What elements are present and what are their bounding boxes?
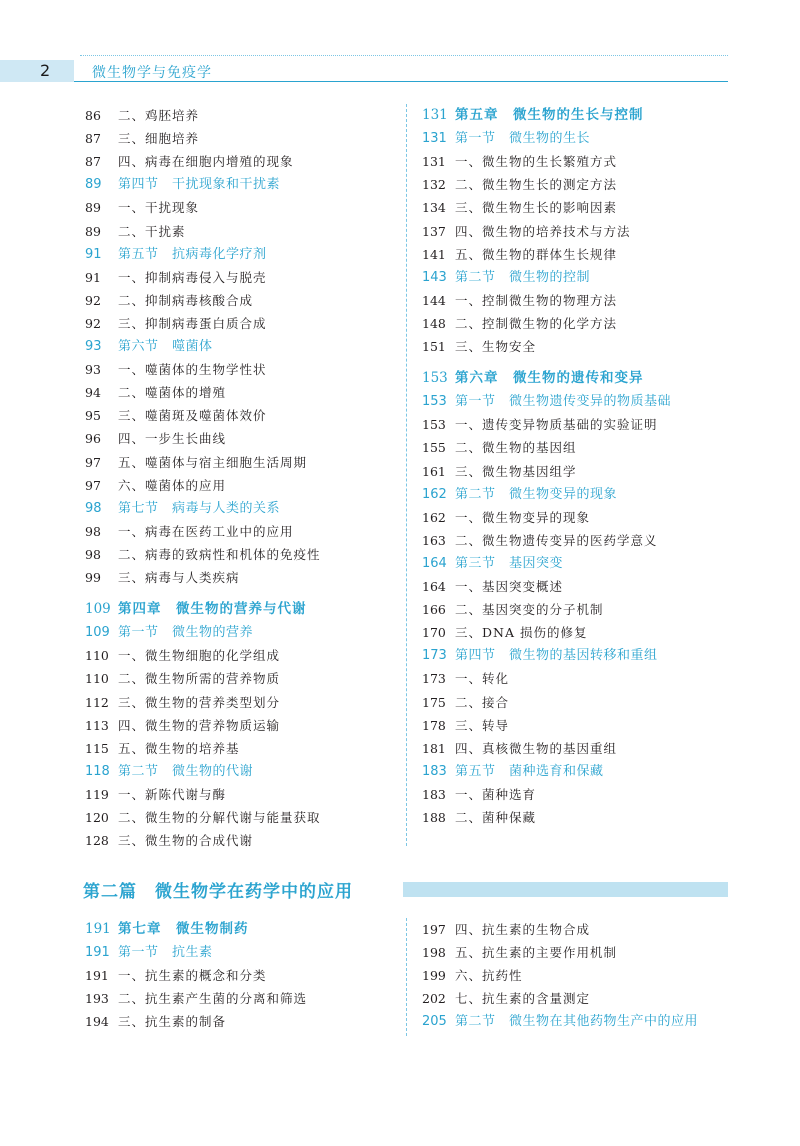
toc-page-number: 193	[85, 991, 109, 1007]
toc-entry-title: 二、微生物的基因组	[455, 440, 577, 456]
toc-entry-title: 五、微生物的群体生长规律	[455, 246, 618, 262]
toc-page-number: 183	[422, 786, 446, 802]
toc-entry-title: 五、抗生素的主要作用机制	[455, 945, 618, 961]
page-header	[0, 52, 730, 82]
toc-entry-title: 二、菌种保藏	[455, 810, 537, 825]
header-dotted-rule	[80, 55, 728, 56]
toc-page-number: 153	[422, 370, 448, 387]
toc-entry-title: 三、病毒与人类疾病	[118, 570, 240, 585]
toc-page-number: 87	[85, 131, 101, 147]
toc-entry-title: 五、微生物的培养基	[118, 740, 240, 756]
toc-page-number: 109	[85, 601, 111, 618]
toc-page-number: 132	[422, 177, 446, 193]
toc-entry-title: 一、噬菌体的生物学性状	[118, 362, 267, 378]
toc-entry-title: 第三节 基因突变	[455, 555, 564, 571]
toc-page-number: 97	[85, 477, 101, 493]
toc-entry-title: 第一节 微生物的生长	[455, 131, 591, 147]
toc-entry-title: 一、遗传变异物质基础的实验证明	[455, 417, 658, 433]
toc-page-number: 120	[85, 810, 109, 825]
toc-page-number: 131	[422, 131, 447, 147]
toc-entry-title: 三、细胞培养	[118, 131, 200, 147]
toc-page-number: 143	[422, 269, 447, 285]
toc-entry-title: 第二节 微生物的控制	[455, 269, 591, 285]
toc-page-number: 92	[85, 315, 101, 331]
toc-page-number: 112	[85, 694, 109, 710]
toc-page-number: 181	[422, 740, 446, 756]
toc-page-number: 141	[422, 246, 446, 262]
toc-page-number: 173	[422, 648, 447, 664]
toc-page-number: 163	[422, 532, 446, 548]
toc-page-number: 89	[85, 177, 102, 193]
toc-page-number: 162	[422, 509, 446, 525]
toc-entry-title: 第四节 微生物的基因转移和重组	[455, 648, 658, 664]
toc-page-number: 98	[85, 523, 101, 539]
toc-column-left	[85, 104, 395, 864]
toc-entry-title: 第六章 微生物的遗传和变异	[455, 370, 644, 387]
toc-entry-title: 四、微生物的营养物质运输	[118, 717, 281, 733]
running-title: 微生物学与免疫学	[92, 65, 212, 81]
page-number: 2	[40, 61, 51, 80]
toc-entry-title: 三、微生物基因组学	[455, 463, 577, 479]
toc-entry-title: 二、微生物遗传变异的医药学意义	[455, 532, 658, 548]
toc-page-number: 128	[85, 833, 109, 849]
toc-entry-title: 七、抗生素的含量测定	[455, 991, 591, 1007]
toc-entry-title: 二、鸡胚培养	[118, 108, 200, 123]
toc-page-number: 191	[85, 921, 111, 937]
toc-page-number: 202	[422, 991, 446, 1007]
toc-page-number: 183	[422, 763, 447, 779]
toc-page-number: 197	[422, 922, 446, 937]
toc-entry-title: 四、抗生素的生物合成	[455, 922, 591, 937]
toc-page-number: 173	[422, 671, 446, 687]
toc-page-number: 161	[422, 463, 446, 479]
toc-entry-title: 第二节 微生物的代谢	[118, 763, 254, 779]
toc-page-number: 92	[85, 292, 101, 308]
toc-entry-title: 三、DNA 损伤的修复	[455, 625, 588, 641]
toc-entry-title: 一、转化	[455, 671, 510, 687]
toc-entry-title: 一、微生物的生长繁殖方式	[455, 154, 618, 170]
toc-entry-title: 四、真核微生物的基因重组	[455, 740, 618, 756]
toc-entry-title: 三、噬菌斑及噬菌体效价	[118, 408, 267, 424]
toc-entry-title: 二、噬菌体的增殖	[118, 385, 227, 401]
toc-page-number: 170	[422, 625, 446, 641]
header-rule	[74, 81, 728, 82]
toc-page-number: 110	[85, 671, 109, 687]
toc-page-number: 191	[85, 945, 110, 961]
toc-page-number: 87	[85, 154, 101, 170]
toc-entry-title: 三、抑制病毒蛋白质合成	[118, 315, 267, 331]
toc-page-number: 178	[422, 717, 446, 733]
toc-entry-title: 三、转导	[455, 717, 510, 733]
toc-entry-title: 第五节 抗病毒化学疗剂	[118, 246, 267, 262]
part-toc-column-left	[85, 918, 395, 1038]
toc-page-number: 131	[422, 154, 446, 170]
toc-entry-title: 第五章 微生物的生长与控制	[455, 107, 644, 123]
toc-page-number: 99	[85, 570, 101, 585]
toc-entry-title: 六、噬菌体的应用	[118, 477, 227, 493]
toc-page-number: 162	[422, 486, 447, 502]
part-title: 第二篇 微生物学在药学中的应用	[83, 882, 353, 902]
toc-page-number: 188	[422, 810, 446, 825]
toc-entry-title: 第六节 噬菌体	[118, 339, 213, 354]
toc-page-number: 199	[422, 968, 446, 984]
page-number-box	[0, 60, 74, 82]
toc-page-number: 194	[85, 1014, 109, 1030]
toc-entry-title: 一、菌种选育	[455, 786, 537, 802]
toc-entry-title: 第一节 微生物遗传变异的物质基础	[455, 394, 672, 410]
toc-page-number: 115	[85, 740, 109, 756]
toc-entry-title: 一、控制微生物的物理方法	[455, 292, 618, 308]
toc-entry-title: 四、病毒在细胞内增殖的现象	[118, 154, 294, 170]
toc-entry-title: 三、微生物的营养类型划分	[118, 694, 281, 710]
toc-entry-title: 五、噬菌体与宿主细胞生活周期	[118, 454, 308, 470]
toc-page-number: 153	[422, 394, 447, 410]
toc-entry-title: 第五节 菌种选育和保藏	[455, 763, 604, 779]
toc-page-number: 155	[422, 440, 446, 456]
toc-entry-title: 一、抑制病毒侵入与脱壳	[118, 269, 267, 285]
toc-page-number: 98	[85, 546, 101, 562]
toc-page-number: 93	[85, 362, 101, 378]
toc-page-number: 148	[422, 315, 446, 331]
toc-entry-title: 二、微生物生长的测定方法	[455, 177, 618, 193]
toc-entry-title: 一、微生物细胞的化学组成	[118, 648, 281, 664]
toc-page-number: 198	[422, 945, 446, 961]
toc-entry-title: 第一节 微生物的营养	[118, 625, 254, 641]
toc-entry-title: 二、微生物的分解代谢与能量获取	[118, 810, 321, 825]
part-toc-column-right	[422, 918, 732, 1038]
toc-entry-title: 第二节 微生物变异的现象	[455, 486, 618, 502]
toc-page-number: 91	[85, 269, 101, 285]
toc-entry-title: 二、基因突变的分子机制	[455, 602, 604, 618]
toc-entry-title: 三、生物安全	[455, 339, 537, 354]
toc-page-number: 89	[85, 200, 101, 216]
toc-entry-title: 一、基因突变概述	[455, 579, 564, 594]
toc-entry-title: 四、一步生长曲线	[118, 431, 227, 447]
toc-entry-title: 二、抑制病毒核酸合成	[118, 292, 254, 308]
part-title-bar	[403, 882, 728, 897]
toc-page-number: 96	[85, 431, 101, 447]
toc-page-number: 137	[422, 223, 446, 239]
toc-page-number: 86	[85, 108, 101, 123]
toc-page-number: 98	[85, 500, 102, 516]
toc-page-number: 95	[85, 408, 101, 424]
toc-entry-title: 一、抗生素的概念和分类	[118, 968, 267, 984]
toc-page-number: 97	[85, 454, 101, 470]
toc-entry-title: 四、微生物的培养技术与方法	[455, 223, 631, 239]
toc-entry-title: 二、抗生素产生菌的分离和筛选	[118, 991, 308, 1007]
toc-entry-title: 三、微生物生长的影响因素	[455, 200, 618, 216]
toc-page-number: 94	[85, 385, 101, 401]
toc-entry-title: 第一节 抗生素	[118, 945, 213, 961]
toc-entry-title: 第四章 微生物的营养与代谢	[118, 601, 307, 618]
toc-page-number: 153	[422, 417, 446, 433]
toc-entry-title: 二、控制微生物的化学方法	[455, 315, 618, 331]
toc-entry-title: 一、病毒在医药工业中的应用	[118, 523, 294, 539]
toc-page-number: 164	[422, 555, 447, 571]
toc-entry-title: 一、干扰现象	[118, 200, 200, 216]
toc-page-number: 131	[422, 107, 448, 123]
toc-page-number: 113	[85, 717, 109, 733]
toc-page-number: 164	[422, 579, 446, 594]
toc-entry-title: 三、抗生素的制备	[118, 1014, 227, 1030]
toc-column-right	[422, 104, 732, 844]
toc-page-number: 91	[85, 246, 102, 262]
toc-page-number: 175	[422, 694, 446, 710]
toc-page-number: 89	[85, 223, 101, 239]
toc-page-number: 191	[85, 968, 109, 984]
toc-entry-title: 一、微生物变异的现象	[455, 509, 591, 525]
toc-entry-title: 第七章 微生物制药	[118, 921, 249, 937]
toc-entry-title: 第七节 病毒与人类的关系	[118, 500, 281, 516]
toc-entry-title: 六、抗药性	[455, 968, 523, 984]
column-divider	[406, 104, 407, 846]
toc-entry-title: 第二节 微生物在其他药物生产中的应用	[455, 1014, 699, 1030]
toc-page-number: 118	[85, 763, 110, 779]
toc-page-number: 205	[422, 1014, 447, 1030]
toc-page-number: 144	[422, 292, 446, 308]
toc-entry-title: 二、病毒的致病性和机体的免疫性	[118, 546, 321, 562]
toc-entry-title: 二、微生物所需的营养物质	[118, 671, 281, 687]
part-column-divider	[406, 918, 407, 1036]
toc-page-number: 110	[85, 648, 109, 664]
toc-page-number: 119	[85, 786, 109, 802]
toc-entry-title: 二、接合	[455, 694, 510, 710]
toc-page-number: 166	[422, 602, 446, 618]
toc-entry-title: 一、新陈代谢与酶	[118, 786, 227, 802]
toc-entry-title: 第四节 干扰现象和干扰素	[118, 177, 281, 193]
toc-entry-title: 二、干扰素	[118, 223, 186, 239]
toc-page-number: 151	[422, 339, 446, 354]
toc-entry-title: 三、微生物的合成代谢	[118, 833, 254, 849]
toc-page-number: 93	[85, 339, 102, 354]
toc-page-number: 134	[422, 200, 446, 216]
toc-page-number: 109	[85, 625, 110, 641]
